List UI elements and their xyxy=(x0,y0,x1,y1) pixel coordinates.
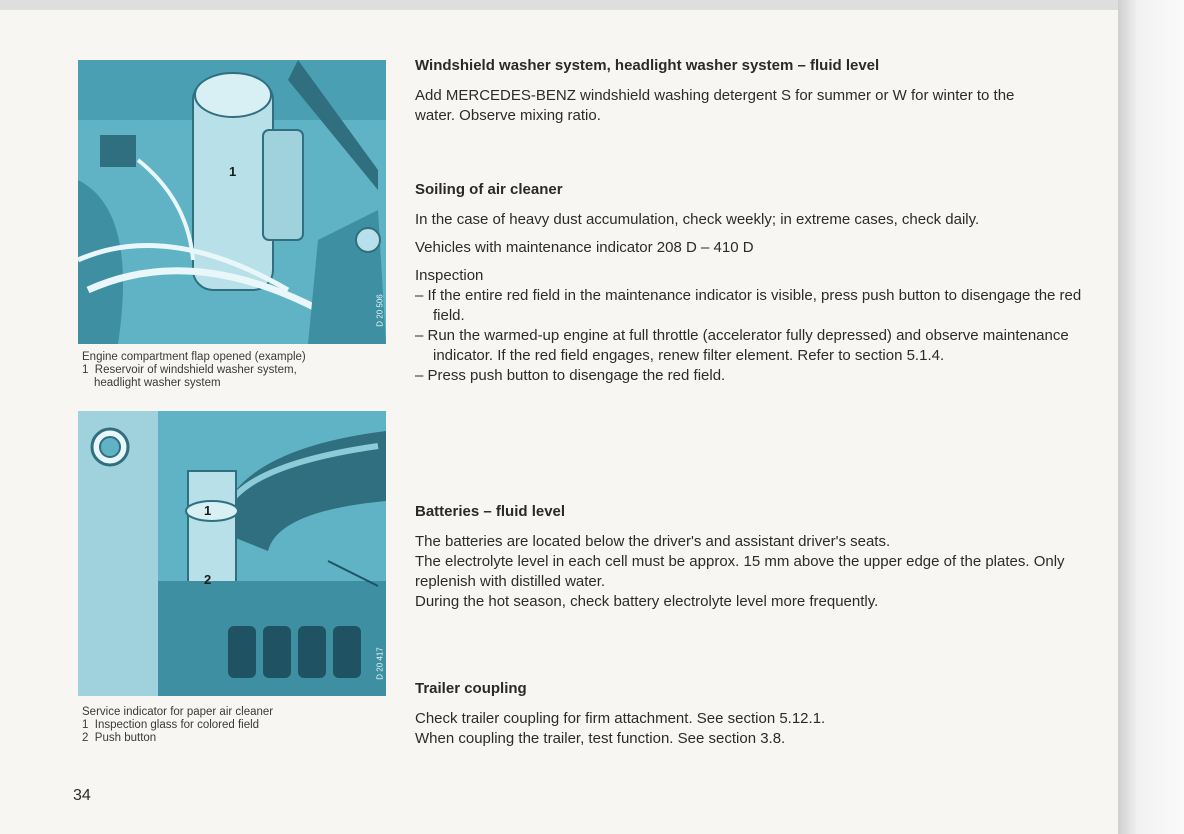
caption-item-number: 1 xyxy=(82,719,89,731)
figure-code: D 20 417 xyxy=(375,647,385,680)
caption-item xyxy=(82,732,382,745)
section-paragraph: Inspection xyxy=(415,267,484,284)
caption-item-text: Push button xyxy=(94,732,157,744)
figure-caption-engine-compartment xyxy=(82,351,382,390)
section-line: Check trailer coupling for firm attachment. See section 5.12.1. xyxy=(415,710,826,727)
figure-callout-2: 2 xyxy=(204,572,212,587)
caption-item-text: Inspection glass for colored field xyxy=(94,719,260,731)
page-number: 34 xyxy=(73,787,91,804)
air-cleaner-illustration xyxy=(78,411,386,696)
list-item: – Press push button to disengage the red field. xyxy=(415,367,726,384)
engine-compartment-photo xyxy=(78,60,386,344)
section-heading: Soiling of air cleaner xyxy=(415,181,563,198)
figure-callout-1: 1 xyxy=(229,164,237,179)
caption-item-number: 2 xyxy=(82,732,89,744)
caption-title: Engine compartment flap opened (example) xyxy=(82,351,306,363)
section-heading: Trailer coupling xyxy=(415,680,527,697)
caption-item xyxy=(82,364,382,377)
section-line: When coupling the trailer, test function. See section 3.8. xyxy=(415,730,786,747)
section-paragraph: Vehicles with maintenance indicator 208 D – 410 D xyxy=(415,239,754,256)
figure-caption-service-indicator xyxy=(82,706,382,745)
caption-item-continuation: headlight washer system xyxy=(94,377,221,389)
caption-item-number: 1 xyxy=(82,364,89,376)
figure-callout-1: 1 xyxy=(204,503,212,518)
section-trailer-coupling xyxy=(415,680,1105,749)
section-heading: Batteries – fluid level xyxy=(415,503,566,520)
list-item: – Run the warmed-up engine at full throttle (accelerator fully depressed) and observe maintenance indicator. If the red field engages, renew filter element. Refer to section 5.1.4. xyxy=(415,327,1069,364)
section-batteries xyxy=(415,503,1105,612)
section-air-cleaner xyxy=(415,181,1105,386)
engine-compartment-illustration xyxy=(78,60,386,344)
caption-title: Service indicator for paper air cleaner xyxy=(82,706,274,718)
caption-item xyxy=(82,719,382,732)
page-binding-edge xyxy=(1118,0,1184,834)
list-item: – If the entire red field in the maintenance indicator is visible, press push button to disengage the red field. xyxy=(415,287,1082,324)
section-line: The electrolyte level in each cell must be approx. 15 mm above the upper edge of the plates. Only replenish with distilled water. xyxy=(415,553,1065,590)
section-paragraph: In the case of heavy dust accumulation, check weekly; in extreme cases, check daily. xyxy=(415,211,980,228)
section-paragraph: Add MERCEDES-BENZ windshield washing detergent S for summer or W for winter to the water. Observe mixing ratio. xyxy=(415,87,1015,124)
air-cleaner-service-indicator-photo xyxy=(78,411,386,696)
section-line: During the hot season, check battery electrolyte level more frequently. xyxy=(415,593,879,610)
section-line: The batteries are located below the driver's and assistant driver's seats. xyxy=(415,533,891,550)
caption-item-text: Reservoir of windshield washer system, xyxy=(94,364,297,376)
section-washer-fluid xyxy=(415,57,1105,134)
figure-code: D 20 506 xyxy=(375,294,385,327)
section-heading: Windshield washer system, headlight washer system – fluid level xyxy=(415,57,880,74)
